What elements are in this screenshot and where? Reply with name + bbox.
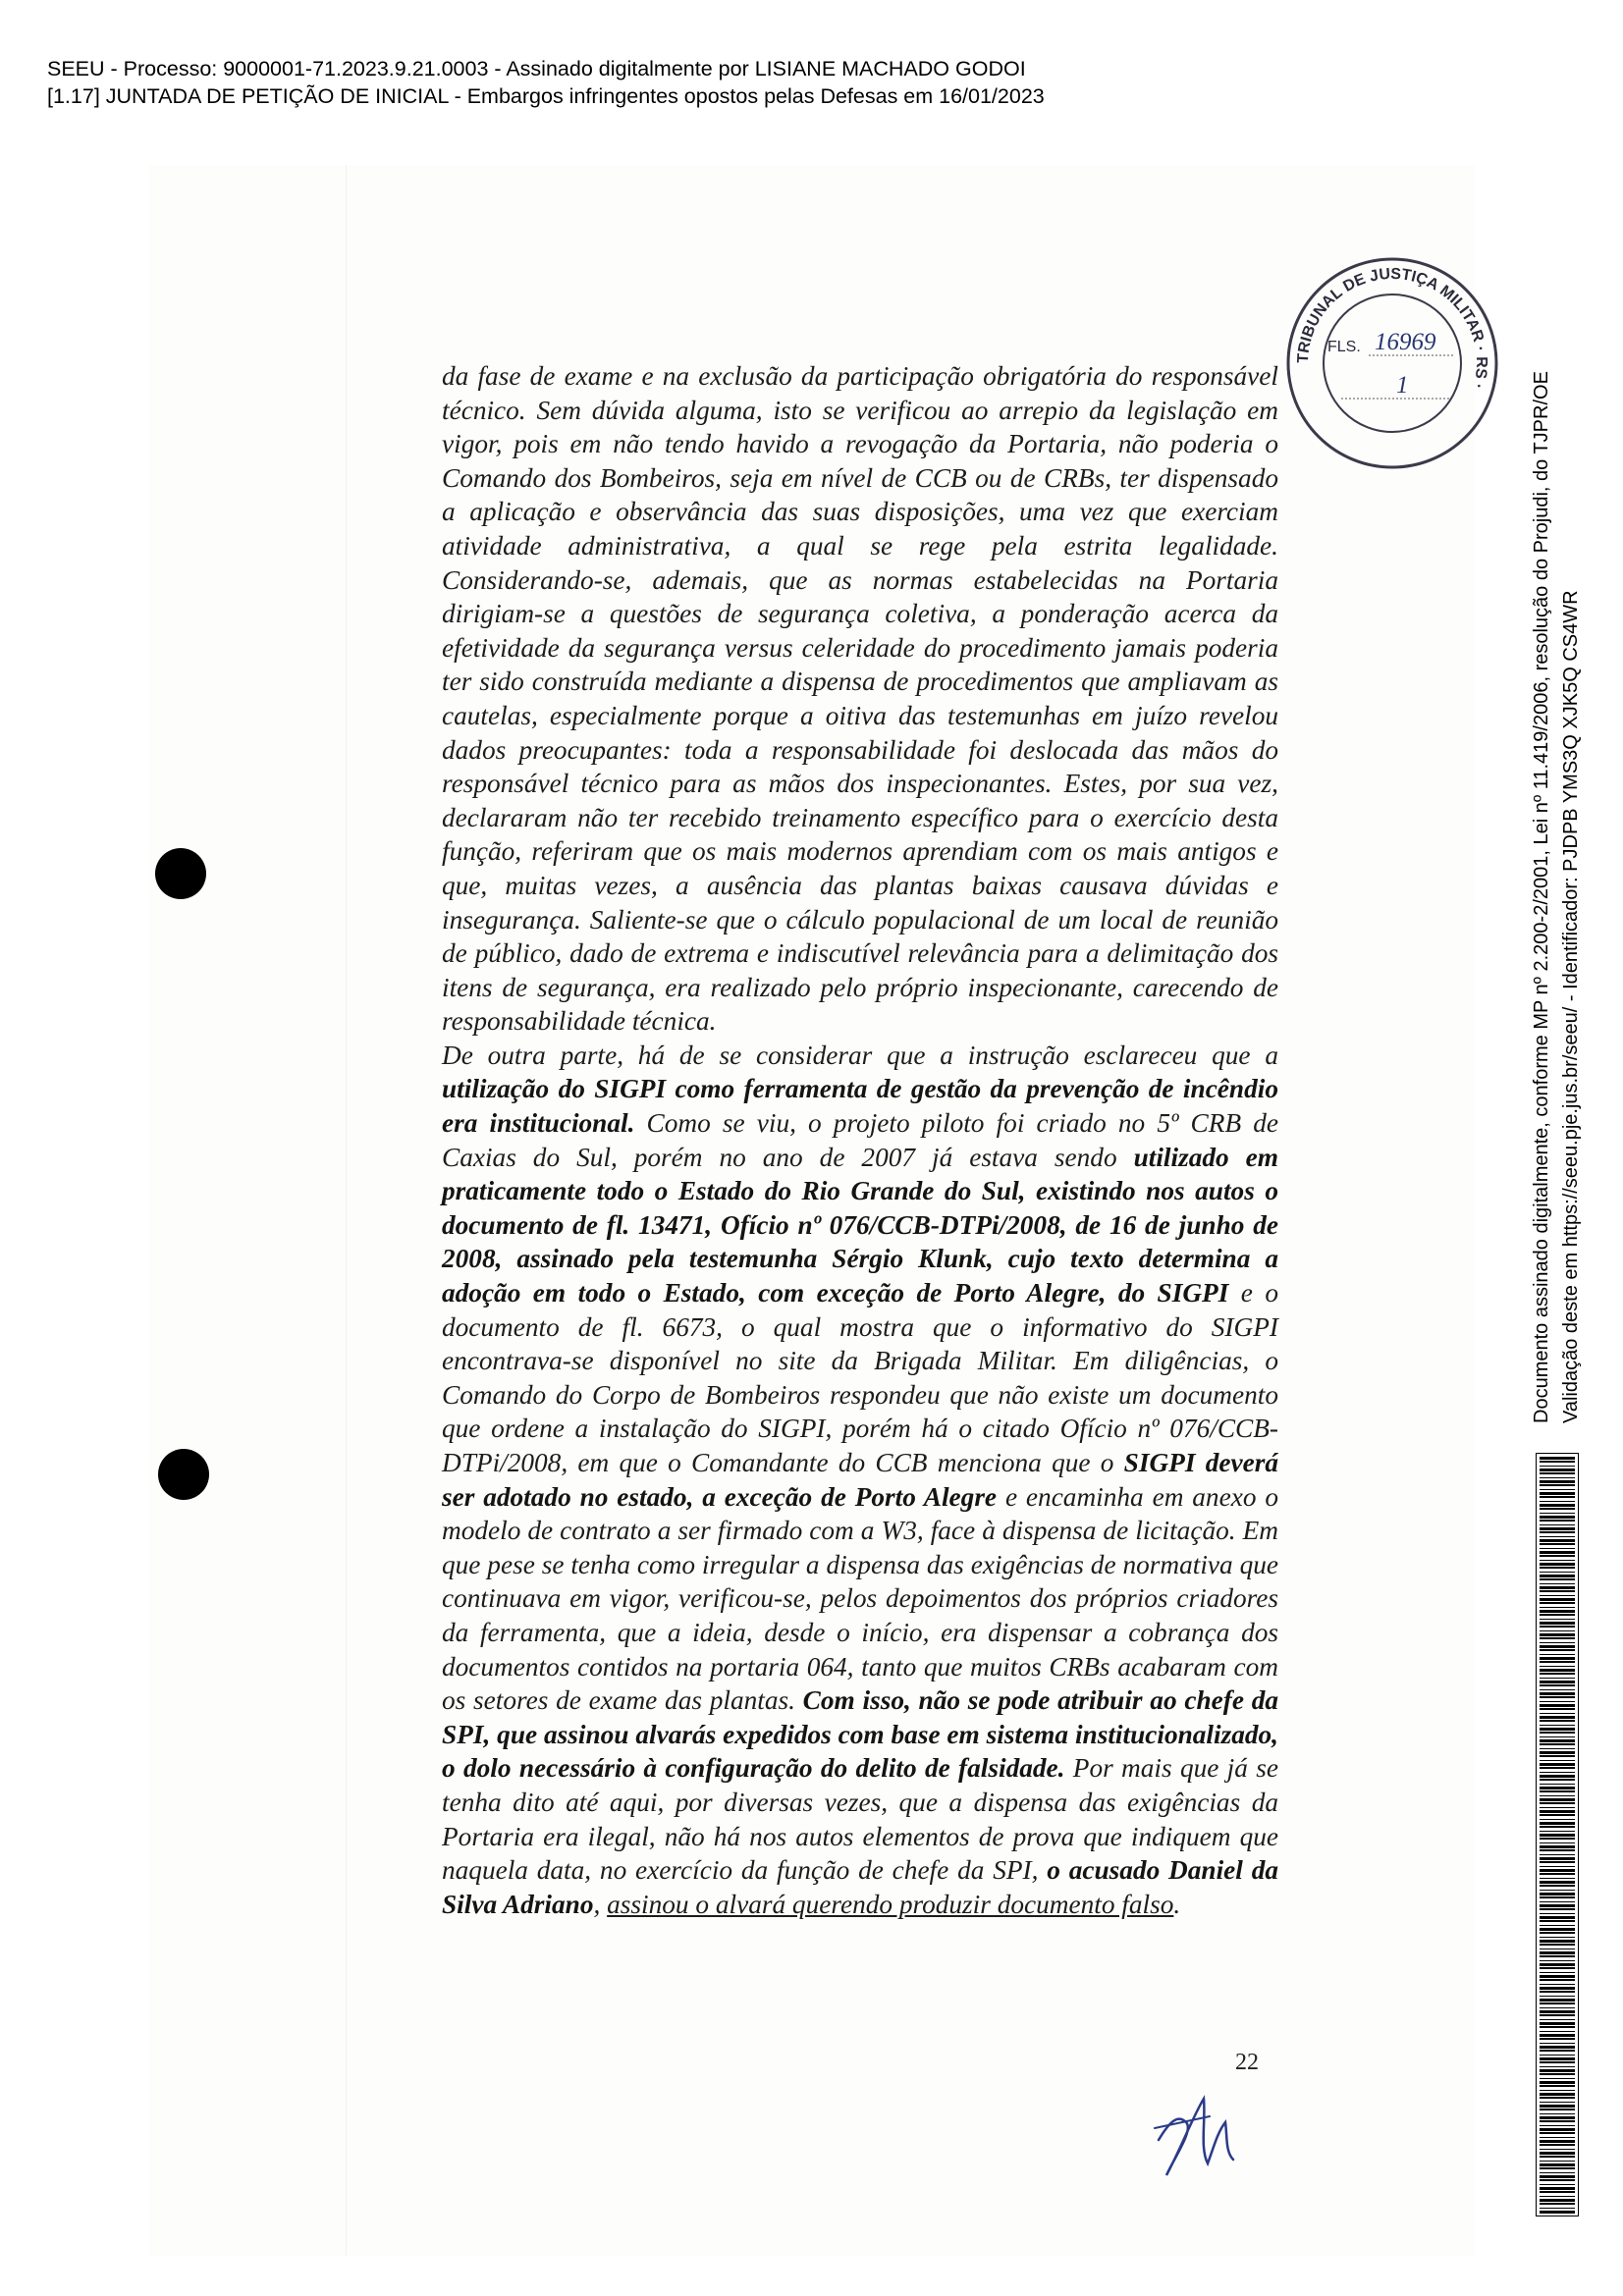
court-seal-stamp bbox=[1282, 253, 1502, 473]
header-process-line: SEEU - Processo: 9000001-71.2023.9.21.0003 - Assinado digitalmente por LISIANE MACHADO GODOI bbox=[47, 57, 1026, 80]
paragraph-2-bold-sigpi: utilização do SIGPI como ferramenta de gestão da prevenção de incêndio era institucional. bbox=[442, 1074, 1278, 1139]
punch-hole-upper bbox=[155, 848, 206, 899]
punch-hole-lower bbox=[158, 1449, 209, 1500]
header-filing-line: [1.17] JUNTADA DE PETIÇÃO DE INICIAL - Embargos infringentes opostos pelas Defesas em 16/01/2023 bbox=[47, 84, 1045, 108]
paragraph-2-bold-conclusion: Com isso, não se pode atribuir ao chefe da SPI, que assinou alvarás expedidos com base em sistema institucionalizado, o dolo necessário à configuração do delito de falsidade. bbox=[442, 1685, 1278, 1784]
paragraph-2-bold-state-usage: utilizado em praticamente todo o Estado do Rio Grande do Sul, existindo nos autos o documento de fl. 13471, Ofício nº 076/CCB-DTPi/2008, de 16 de junho de 2008, assinado pela testemunha Sérgio Klunk, cujo texto determina a adoção em todo o Estado, com exceção de Porto Alegre, do SIGPI bbox=[442, 1142, 1278, 1308]
paragraph-2-end: . bbox=[1173, 1889, 1181, 1919]
document-header bbox=[47, 55, 1520, 110]
paragraph-2-bold-adoption: SIGPI deverá ser adotado no estado, a exceção de Porto Alegre bbox=[442, 1448, 1278, 1512]
paragraph-2-part-e: e o documento de fl. 6673, o qual mostra que o informativo do SIGPI encontrava-se disponível no site da Brigada Militar. Em diligências, o Comando do Corpo de Bombeiros respondeu que não existe um documento que ordene a instalação do SIGPI, porém há o citado Ofício nº 076/CCB-DTPi/2008, em que o Comandante do CCB menciona que o bbox=[442, 1278, 1278, 1477]
paragraph-2 bbox=[442, 1039, 1278, 1921]
paragraph-2-part-i: Por mais que já se tenha dito até aqui, por diversas vezes, que a dispensa das exigências da Portaria era ilegal, não há nos autos elementos de prova que indiquem que naquela data, no exercício da função de chefe da SPI, bbox=[442, 1753, 1278, 1886]
paragraph-2-part-g: e encaminha em anexo o modelo de contrato a ser firmado com a W3, face à dispensa de licitação. Em que pese se tenha como irregular a dispensa das exigências de normativa que continuava em vigor, verificou-se, pelos depoimentos dos próprios criadores da ferramenta, que a ideia, desde o início, era dispensar a cobrança dos documentos contidos na portaria 064, tanto que muitos CRBs acabaram com os setores de exame das plantas. bbox=[442, 1481, 1278, 1716]
page-number: 22 bbox=[1235, 2050, 1259, 2075]
seal-fls-number: 16969 bbox=[1375, 329, 1436, 355]
paragraph-2-part-a: De outra parte, há de se considerar que a instrução esclareceu que a bbox=[442, 1040, 1278, 1070]
seal-ring-text: TRIBUNAL DE JUSTIÇA MILITAR · RS · bbox=[1294, 265, 1490, 392]
paragraph-2-part-k: , bbox=[593, 1889, 608, 1919]
seal-fls-mark: 1 bbox=[1396, 372, 1409, 399]
body-text bbox=[442, 359, 1278, 1921]
digital-signature-line-2: Validação deste em https://seeu.pje.jus.br/seeu/ - Identificador: PJDPB YMS3Q XJK5Q CS4WR bbox=[1560, 590, 1582, 1423]
validation-barcode bbox=[1536, 1453, 1579, 2216]
scan-margin-line bbox=[346, 165, 347, 2256]
paragraph-2-underlined: assinou o alvará querendo produzir documento falso bbox=[607, 1889, 1174, 1919]
paragraph-2-bold-defendant: o acusado Daniel da Silva Adriano bbox=[442, 1855, 1278, 1919]
paragraph-2-part-c: Como se viu, o projeto piloto foi criado no 5º CRB de Caxias do Sul, porém no ano de 2007 já estava sendo bbox=[442, 1108, 1278, 1172]
handwritten-signature bbox=[1145, 2079, 1241, 2185]
digital-signature-line-1: Documento assinado digitalmente, conforme MP nº 2.200-2/2001, Lei nº 11.419/2006, resolução do Projudi, do TJPR/OE bbox=[1531, 371, 1552, 1423]
digital-signature-stamp bbox=[1527, 371, 1586, 1423]
seal-fls-label: FLS. bbox=[1327, 339, 1361, 355]
paragraph-1: da fase de exame e na exclusão da participação obrigatória do responsável técnico. Sem dúvida alguma, isto se verificou ao arrepio da legislação em vigor, pois em não tendo havido a revogação da Portaria, não poderia o Comando dos Bombeiros, seja em nível de CCB ou de CRBs, ter dispensado a aplicação e observância das suas disposições, uma vez que exerciam atividade administrativa, a qual se rege pela estrita legalidade. Considerando-se, ademais, que as normas estabelecidas na Portaria dirigiam-se a questões de segurança coletiva, a ponderação acerca da efetividade da segurança versus celeridade do procedimento jamais poderia ter sido construída mediante a dispensa de procedimentos que ampliavam as cautelas, especialmente porque a oitiva das testemunhas em juízo revelou dados preocupantes: toda a responsabilidade foi deslocada das mãos do responsável técnico para as mãos dos inspecionantes. Estes, por sua vez, declararam não ter recebido treinamento específico para o exercício desta função, referiram que os mais modernos aprendiam com os mais antigos e que, muitas vezes, a ausência das plantas baixas causava dúvidas e insegurança. Saliente-se que o cálculo populacional de um local de reunião de público, dado de extrema e indiscutível relevância para a delimitação dos itens de segurança, era realizado pelo próprio inspecionante, carecendo de responsabilidade técnica. bbox=[442, 361, 1278, 1037]
